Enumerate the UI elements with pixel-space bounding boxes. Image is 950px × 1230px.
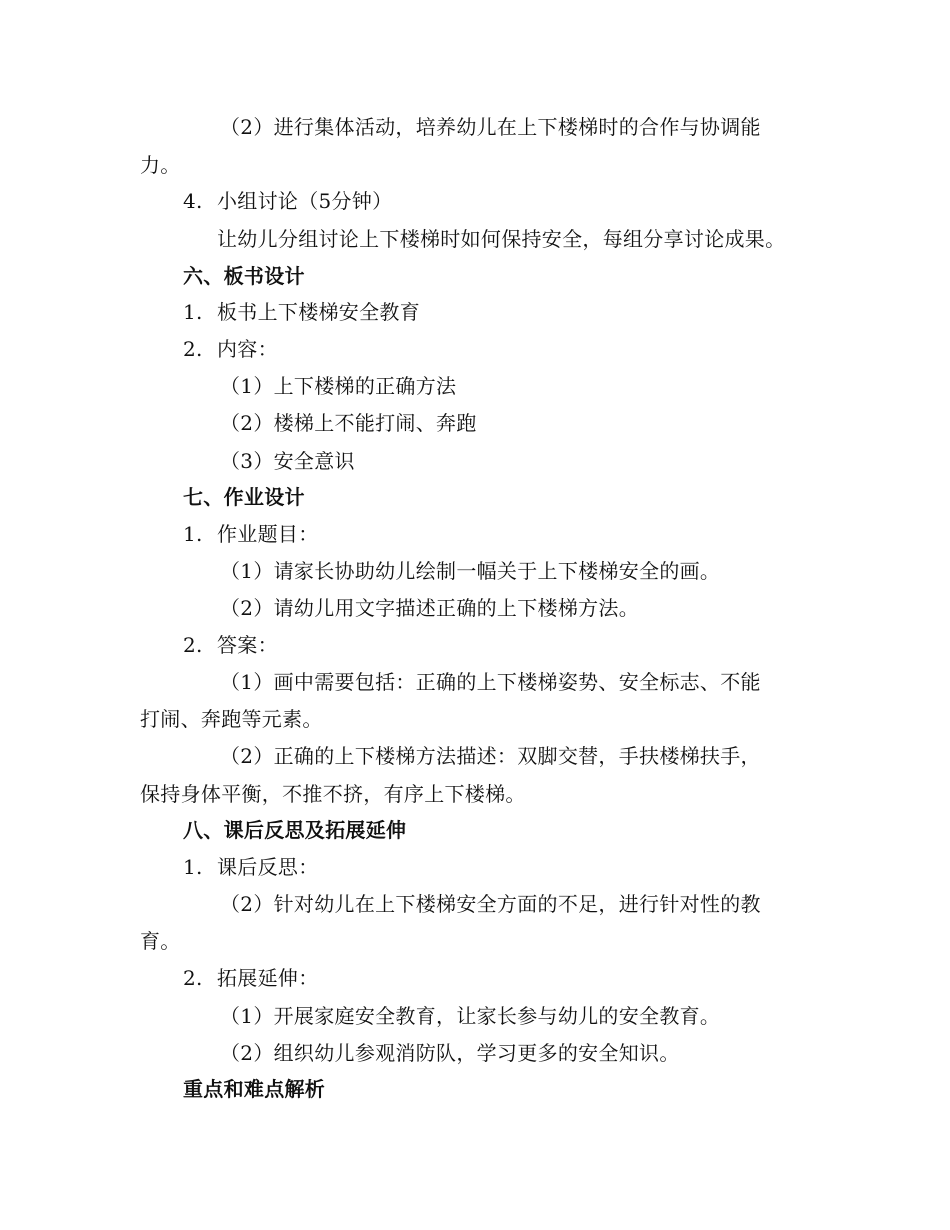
paragraph-line: 让幼儿分组讨论上下楼梯时如何保持安全，每组分享讨论成果。 [217, 227, 786, 251]
paragraph-line: 打闹、奔跑等元素。 [140, 707, 323, 731]
section-heading: 八、课后反思及拓展延伸 [183, 818, 407, 842]
list-item-text: 课后反思： [217, 855, 319, 879]
paragraph-line: 力。 [140, 153, 181, 177]
list-item-text: 板书上下楼梯安全教育 [217, 300, 420, 324]
list-item-text: 小组讨论（5分钟） [217, 189, 393, 213]
sub-item: （3）安全意识 [220, 449, 355, 473]
list-item [183, 964, 319, 992]
section-heading: 六、板书设计 [183, 264, 305, 288]
paragraph-line: （2）进行集体活动，培养幼儿在上下楼梯时的合作与协调能 [220, 115, 761, 139]
list-item [183, 298, 420, 326]
list-item [183, 520, 319, 548]
section-heading: 七、作业设计 [183, 485, 305, 509]
list-item [183, 187, 392, 215]
list-number: 2. [183, 966, 203, 990]
list-item-text: 作业题目： [217, 522, 319, 546]
sub-item: （1）上下楼梯的正确方法 [220, 374, 457, 398]
sub-item: （2）楼梯上不能打闹、奔跑 [220, 411, 477, 435]
list-item-text: 拓展延伸： [217, 966, 319, 990]
list-number: 2. [183, 633, 203, 657]
sub-item: （2）针对幼儿在上下楼梯安全方面的不足，进行针对性的教 [220, 892, 761, 916]
list-item [183, 631, 278, 659]
sub-item: （1）开展家庭安全教育，让家长参与幼儿的安全教育。 [220, 1004, 721, 1028]
sub-item: （1）请家长协助幼儿绘制一幅关于上下楼梯安全的画。 [220, 559, 721, 583]
sub-item: （2）组织幼儿参观消防队，学习更多的安全知识。 [220, 1041, 680, 1065]
paragraph-line: 育。 [140, 929, 181, 953]
list-number: 1. [183, 300, 203, 324]
list-number: 2. [183, 337, 203, 361]
sub-item: （2）请幼儿用文字描述正确的上下楼梯方法。 [220, 596, 640, 620]
list-number: 1. [183, 522, 203, 546]
section-heading: 重点和难点解析 [183, 1077, 326, 1101]
list-item-text: 内容： [217, 337, 278, 361]
sub-item: （1）画中需要包括：正确的上下楼梯姿势、安全标志、不能 [220, 670, 761, 694]
list-item [183, 853, 319, 881]
list-number: 1. [183, 855, 203, 879]
list-item-text: 答案： [217, 633, 278, 657]
list-item [183, 335, 278, 363]
list-number: 4. [183, 189, 203, 213]
paragraph-line: 保持身体平衡，不推不挤，有序上下楼梯。 [140, 782, 526, 806]
sub-item: （2）正确的上下楼梯方法描述：双脚交替，手扶楼梯扶手， [220, 744, 761, 768]
